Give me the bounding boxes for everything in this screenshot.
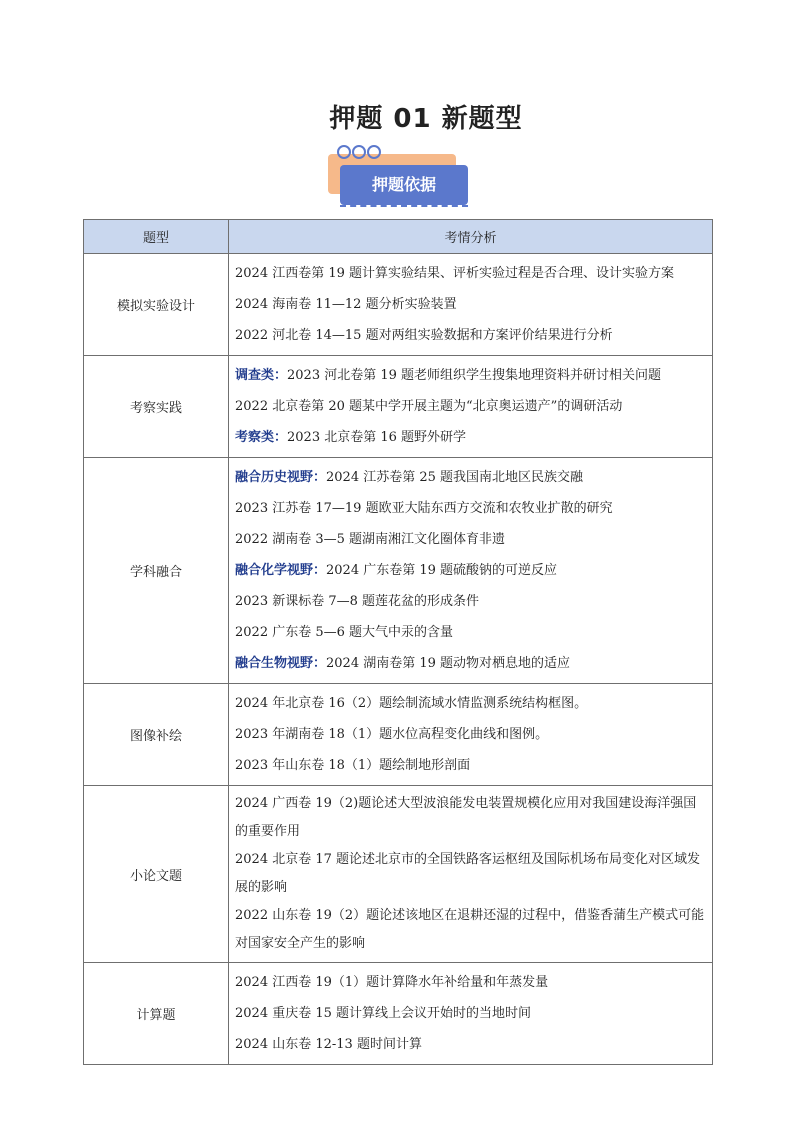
analysis-line [235, 648, 706, 679]
analysis-line [235, 462, 706, 493]
analysis-text: 2022 河北卷 14—15 题对两组实验数据和方案评价结果进行分析 [235, 328, 613, 343]
analysis-text: 2023 新课标卷 7—8 题莲花盆的形成条件 [235, 594, 480, 609]
analysis-line [235, 998, 706, 1029]
analysis-text: 2024 江西卷 19（1）题计算降水年补给量和年蒸发量 [235, 975, 549, 990]
analysis-text: 2024 海南卷 11—12 题分析实验装置 [235, 297, 457, 312]
question-type-cell: 学科融合 [84, 458, 229, 684]
page-title: 押题 01 新题型 [329, 104, 523, 134]
analysis-cell [229, 684, 713, 786]
analysis-text: 2024 江苏卷第 25 题我国南北地区民族交融 [326, 470, 584, 485]
question-type-cell: 模拟实验设计 [84, 254, 229, 356]
table-row [84, 458, 713, 684]
analysis-line [235, 846, 706, 902]
analysis-cell [229, 786, 713, 963]
table-row [84, 356, 713, 458]
analysis-text: 2024 重庆卷 15 题计算线上会议开始时的当地时间 [235, 1006, 532, 1021]
analysis-line [235, 524, 706, 555]
analysis-line [235, 750, 706, 781]
category-prefix: 融合历史视野： [235, 470, 327, 485]
question-type-cell: 计算题 [84, 963, 229, 1065]
analysis-line [235, 320, 706, 351]
question-type-cell: 图像补绘 [84, 684, 229, 786]
header-analysis: 考情分析 [229, 220, 713, 254]
analysis-line [235, 289, 706, 320]
analysis-text: 2023 河北卷第 19 题老师组织学生搜集地理资料并研讨相关问题 [287, 368, 662, 383]
analysis-cell [229, 963, 713, 1065]
analysis-line [235, 617, 706, 648]
table-row [84, 254, 713, 356]
analysis-text: 2023 江苏卷 17—19 题欧亚大陆东西方交流和农牧业扩散的研究 [235, 501, 613, 516]
badge-label: 押题依据 [340, 165, 468, 205]
analysis-text: 2022 山东卷 19（2）题论述该地区在退耕还湿的过程中，借鉴香蒲生产模式可能对国家安全产生的影响 [235, 908, 705, 951]
category-prefix: 融合生物视野： [235, 656, 327, 671]
category-prefix: 调查类： [235, 368, 288, 383]
analysis-line [235, 719, 706, 750]
analysis-text: 2022 广东卷 5—6 题大气中汞的含量 [235, 625, 454, 640]
analysis-text: 2024 湖南卷第 19 题动物对栖息地的适应 [326, 656, 571, 671]
analysis-text: 2024 年北京卷 16（2）题绘制流域水情监测系统结构框图。 [235, 696, 588, 711]
analysis-line [235, 360, 706, 391]
table-row [84, 963, 713, 1065]
analysis-text: 2024 广西卷 19（2)题论述大型波浪能发电装置规模化应用对我国建设海洋强国的重要作用 [235, 796, 697, 839]
analysis-line [235, 391, 706, 422]
analysis-line [235, 422, 706, 453]
analysis-line [235, 902, 706, 958]
analysis-line [235, 586, 706, 617]
analysis-cell [229, 356, 713, 458]
table-header-row [84, 220, 713, 254]
question-type-cell: 考察实践 [84, 356, 229, 458]
analysis-cell [229, 458, 713, 684]
analysis-line [235, 967, 706, 998]
table-row [84, 786, 713, 963]
analysis-text: 2024 江西卷第 19 题计算实验结果、评析实验过程是否合理、设计实验方案 [235, 266, 675, 281]
badge-dash-line [340, 205, 468, 207]
section-badge [328, 142, 470, 212]
analysis-line [235, 790, 706, 846]
analysis-text: 2023 北京卷第 16 题野外研学 [287, 430, 467, 445]
analysis-line [235, 258, 706, 289]
analysis-text: 2022 北京卷第 20 题某中学开展主题为“北京奥运遗产”的调研活动 [235, 399, 623, 414]
analysis-line [235, 1029, 706, 1060]
analysis-text: 2024 广东卷第 19 题硫酸钠的可逆反应 [326, 563, 558, 578]
analysis-line [235, 493, 706, 524]
category-prefix: 融合化学视野： [235, 563, 327, 578]
category-prefix: 考察类： [235, 430, 288, 445]
analysis-text: 2023 年山东卷 18（1）题绘制地形剖面 [235, 758, 471, 773]
analysis-table [83, 219, 713, 1065]
analysis-text: 2023 年湖南卷 18（1）题水位高程变化曲线和图例。 [235, 727, 549, 742]
analysis-text: 2022 湖南卷 3—5 题湖南湘江文化圈体育非遗 [235, 532, 506, 547]
question-type-cell: 小论文题 [84, 786, 229, 963]
table-row [84, 684, 713, 786]
analysis-text: 2024 山东卷 12-13 题时间计算 [235, 1037, 422, 1052]
analysis-line [235, 555, 706, 586]
analysis-text: 2024 北京卷 17 题论述北京市的全国铁路客运枢纽及国际机场布局变化对区域发展的影响 [235, 852, 701, 895]
analysis-line [235, 688, 706, 719]
rings-icon [334, 142, 384, 162]
header-type: 题型 [84, 220, 229, 254]
analysis-cell [229, 254, 713, 356]
